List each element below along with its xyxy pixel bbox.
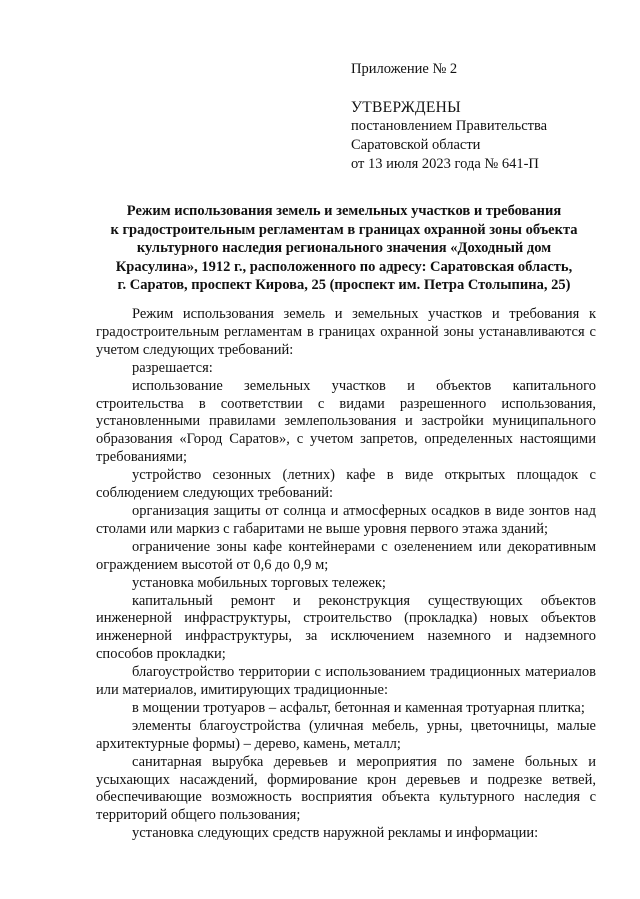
title-line: г. Саратов, проспект Кирова, 25 (проспект им. Петра Столыпина, 25) (117, 277, 571, 294)
body-paragraph: установка следующих средств наружной рекламы и информации: (132, 825, 539, 842)
body-paragraph: установка мобильных торговых тележек; (132, 574, 386, 591)
title-line: культурного наследия регионального значения «Доходный дом (136, 240, 552, 257)
title-line: Красулина», 1912 г., расположенного по адресу: Саратовская область, (115, 258, 573, 275)
approval-line: от 13 июля 2023 года № 641-П (351, 156, 539, 172)
body-paragraph: Режим использования земель и земельных участков и требования к градостроительным регламентам в границах охранной зоны устанавливаются с учетом следующих требований: (96, 306, 596, 358)
body-paragraph: благоустройство территории с использованием традиционных материалов или материалов, имитирующих традиционные: (96, 664, 596, 699)
body-paragraph: в мощении тротуаров – асфальт, бетонная и каменная тротуарная плитка; (132, 699, 585, 716)
body-paragraph: элементы благоустройства (уличная мебель, урны, цветочницы, малые архитектурные формы) – дерево, камень, металл; (96, 717, 596, 752)
body-paragraph: санитарная вырубка деревьев и мероприятия по замене больных и усыхающих насаждений, формирование крон деревьев и подрезке ветвей, обеспечивающие возможность восприятия объекта культурного наследия с территорий общего пользования; (96, 753, 596, 824)
approved-heading: УТВЕРЖДЕНЫ (351, 99, 461, 116)
body-paragraph: использование земельных участков и объектов капитального строительства в соответствии с видами разрешенного использования, установленными правилами землепользования и застройки муниципального образования «Город Саратов», с учетом запретов, определенных настоящими требованиями; (96, 377, 596, 466)
approval-line: Саратовской области (351, 137, 481, 153)
document-title (96, 202, 592, 295)
title-line: Режим использования земель и земельных участков и требования (126, 203, 562, 219)
annex-number: Приложение № 2 (351, 61, 458, 77)
body-paragraph: ограничение зоны кафе контейнерами с озеленением или декоративным ограждением высотой от 0,6 до 0,9 м; (96, 538, 596, 573)
body-paragraph: разрешается: (132, 359, 213, 376)
body-paragraph: организация защиты от солнца и атмосферных осадков в виде зонтов над столами или маркиз с габаритами не выше уровня первого этажа зданий; (96, 502, 596, 537)
approval-line: постановлением Правительства (351, 118, 548, 134)
body-paragraph: капитальный ремонт и реконструкция существующих объектов инженерной инфраструктуры, строительство (прокладка) новых объектов инженерной инфраструктуры, за исключением наземного и надземного способов прокладки; (96, 592, 596, 663)
title-line: к градостроительным регламентам в границах охранной зоны объекта (110, 221, 578, 238)
body-paragraph: устройство сезонных (летних) кафе в виде открытых площадок с соблюдением следующих требований: (96, 467, 596, 502)
approval-block (351, 60, 611, 174)
document-body (96, 306, 596, 843)
